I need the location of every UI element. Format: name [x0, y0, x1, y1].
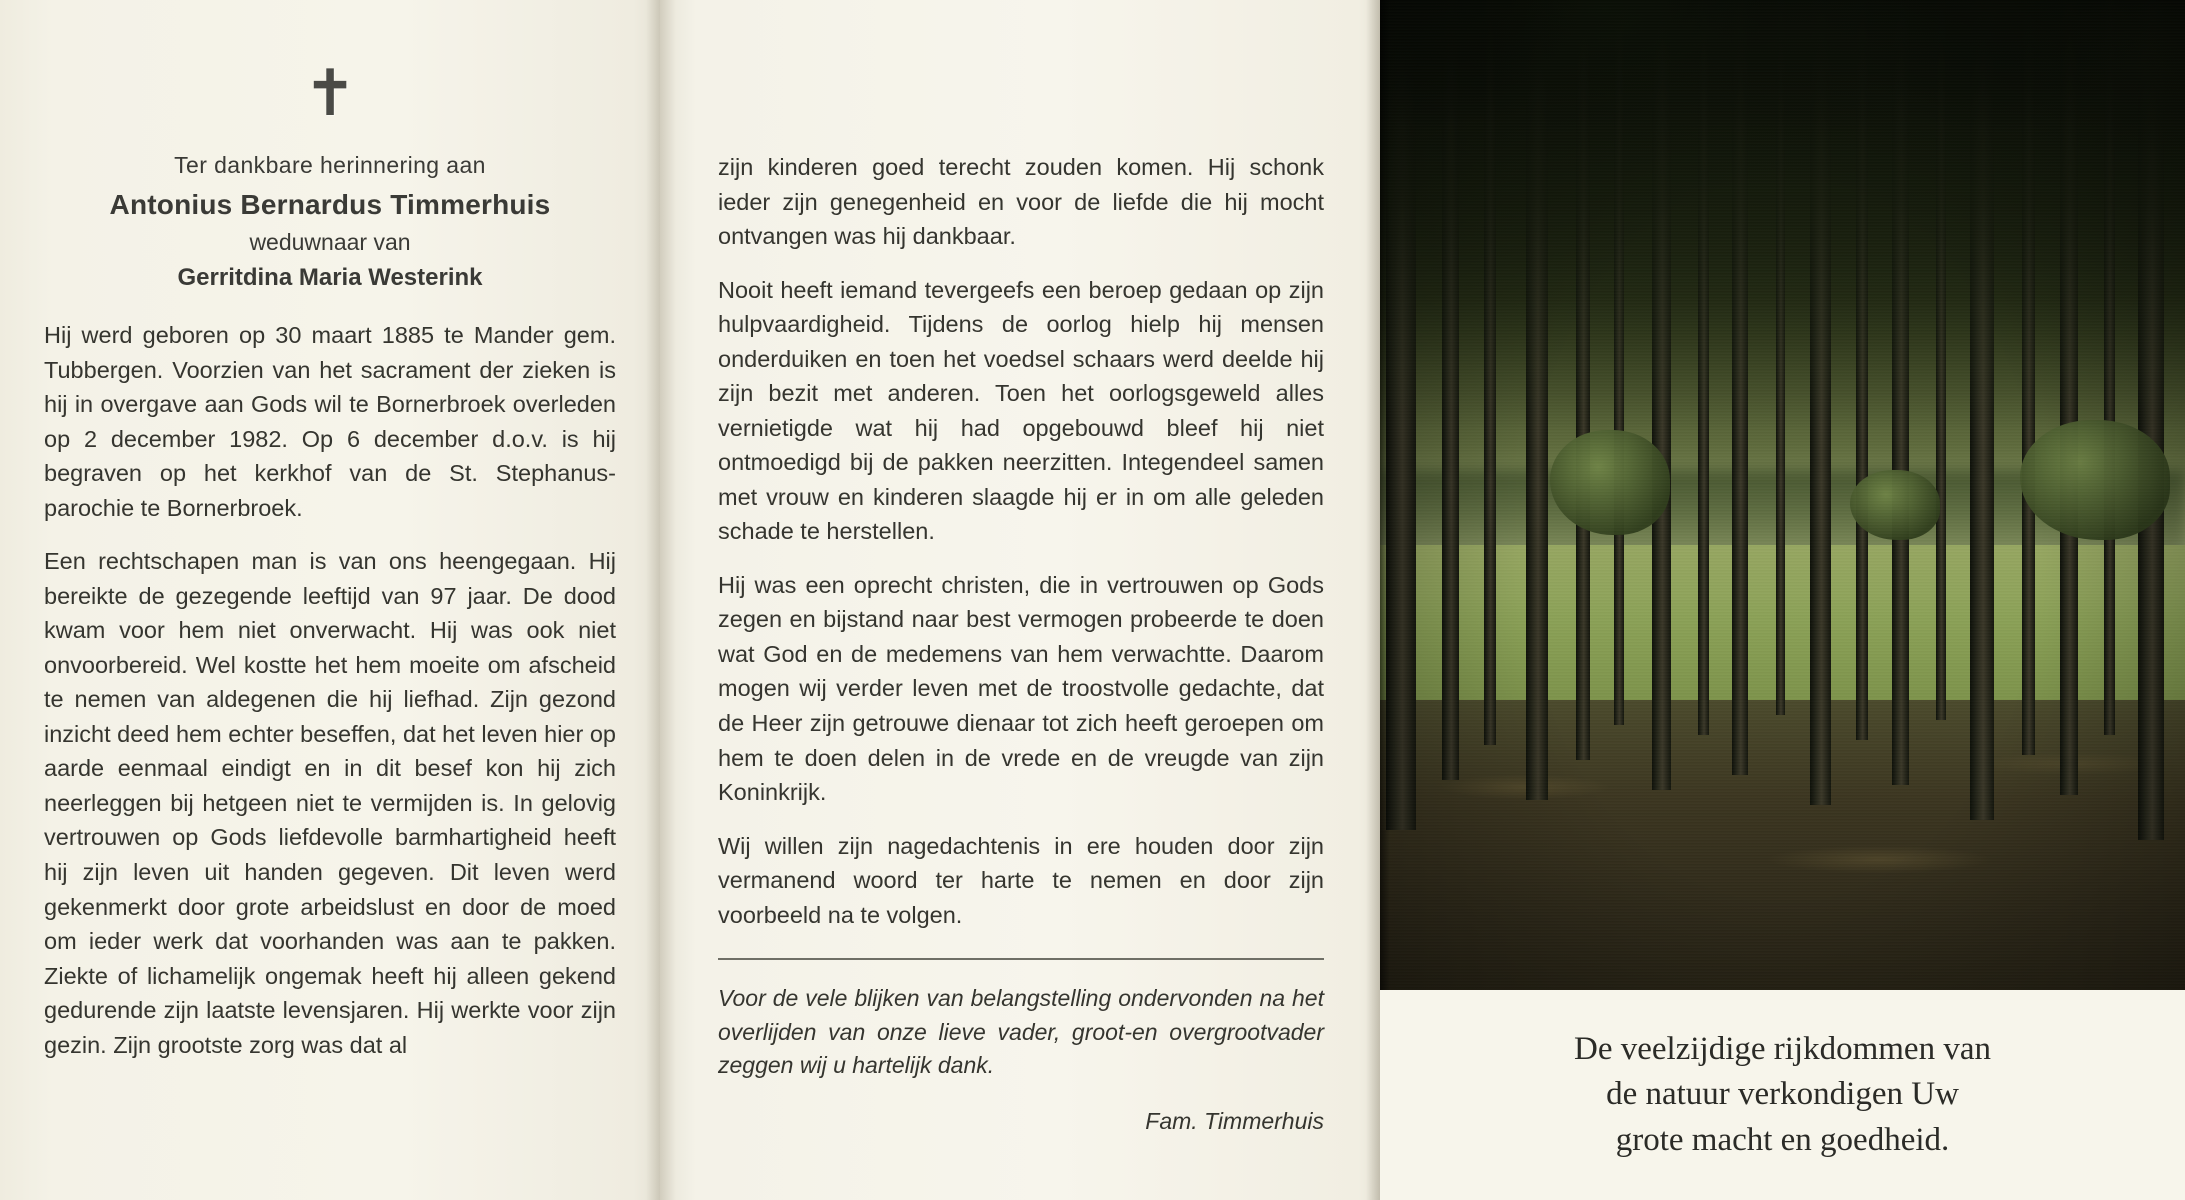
photo-caption	[1380, 990, 2185, 1200]
cross-icon-wrapper	[44, 58, 616, 129]
middle-paragraph-2: Nooit heeft iemand tevergeefs een beroep gedaan op zijn hulpvaardigheid. Tijdens de oorlog hielp hij mensen onderduiken en toen het voedsel schaars werd deelde hij zijn bezit met anderen. Toen het oorlogsgeweld alles vernietigde wat hij had opgebouwd bleef hij niet ontmoedigd bij de pakken neerzitten. Integendeel samen met vrouw en kinderen slaagde hij er in om alle geleden schade te herstellen.	[718, 276, 1324, 545]
middle-paragraph-3: Hij was een oprecht christen, die in vertrouwen op Gods zegen en bijstand naar best vermogen probeerde te doen wat God en de medemens van hem verwachtte. Daarom mogen wij verder leven met de troostvolle gedachte, dat de Heer zijn getrouwe dienaar tot zich heeft geroepen om hem te doen delen in de vrede en de vreugde van zijn Koninkrijk.	[718, 571, 1324, 806]
caption-line-2: de natuur verkondigen Uw	[1606, 1076, 1959, 1113]
middle-paragraph-4: Wij willen zijn nagedachtenis in ere houden door zijn vermanend woord ter harte te nemen en door zijn voorbeeld na te volgen.	[718, 832, 1324, 928]
photo-panel	[1380, 0, 2185, 1200]
memorial-heading	[44, 152, 616, 292]
left-body-text	[44, 318, 616, 1062]
thanks-note: Voor de vele blijken van belangstelling ondervonden na het overlijden van onze lieve vader, groot-en overgrootvader zeggen wij u hartelijk dank.	[718, 985, 1324, 1078]
shrub	[1550, 430, 1670, 535]
left-paragraph-1: Hij werd geboren op 30 maart 1885 te Mander gem. Tubbergen. Voorzien van het sacrament der zieken is hij in overgave aan Gods wil te Bornerbroek overleden op 2 december 1982. Op 6 december d.o.v. is hij begraven op het kerkhof van de St. Stephanus-parochie te Bornerbroek.	[44, 322, 616, 521]
forest-photograph	[1380, 0, 2185, 990]
tree-canopy	[1380, 0, 2185, 430]
left-paragraph-2: Een rechtschapen man is van ons heengegaan. Hij bereikte de gezegende leeftijd van 97 jaar. De dood kwam voor hem niet onverwacht. Hij was ook niet onvoorbereid. Wel kostte het hem moeite om afscheid te nemen van aldegenen die hij liefhad. Zijn gezond inzicht deed hem echter beseffen, dat het leven hier op aarde eenmaal eindigt en in dit besef kon hij zich neerleggen bij hetgeen niet te vermijden is. In gelovig vertrouwen op Gods liefdevolle barmhartigheid heeft hij zijn leven uit handen gegeven. Dit leven werd gekenmerkt door grote arbeidslust en door de moed om ieder werk dat voorhanden was aan te pakken. Ziekte of lichamelijk ongemak heeft hij alleen gekend gedurende zijn laatste levensjaren. Hij werkte voor zijn gezin. Zijn grootste zorg was dat al	[44, 548, 616, 1058]
shrub	[1850, 470, 1940, 540]
caption-text	[1574, 1027, 1991, 1164]
left-text-panel	[0, 0, 660, 1200]
deceased-name: Antonius Bernardus Timmerhuis	[109, 189, 551, 220]
heading-dedication: Ter dankbare herinnering aan	[174, 152, 486, 178]
caption-line-1: De veelzijdige rijkdommen van	[1574, 1030, 1991, 1067]
middle-body-text	[718, 150, 1324, 932]
relation-label: weduwnaar van	[249, 229, 411, 255]
middle-text-panel	[660, 0, 1380, 1200]
divider	[718, 958, 1324, 960]
caption-line-3: grote macht en goedheid.	[1615, 1121, 1950, 1158]
middle-paragraph-1: zijn kinderen goed terecht zouden komen. Hij schonk ieder zijn genegenheid en voor de liefde die hij mocht ontvangen was hij dankbaar.	[718, 154, 1324, 250]
cross-icon: ✝	[303, 58, 357, 129]
spouse-name: Gerritdina Maria Westerink	[177, 264, 483, 291]
family-signature: Fam. Timmerhuis	[1145, 1108, 1324, 1135]
